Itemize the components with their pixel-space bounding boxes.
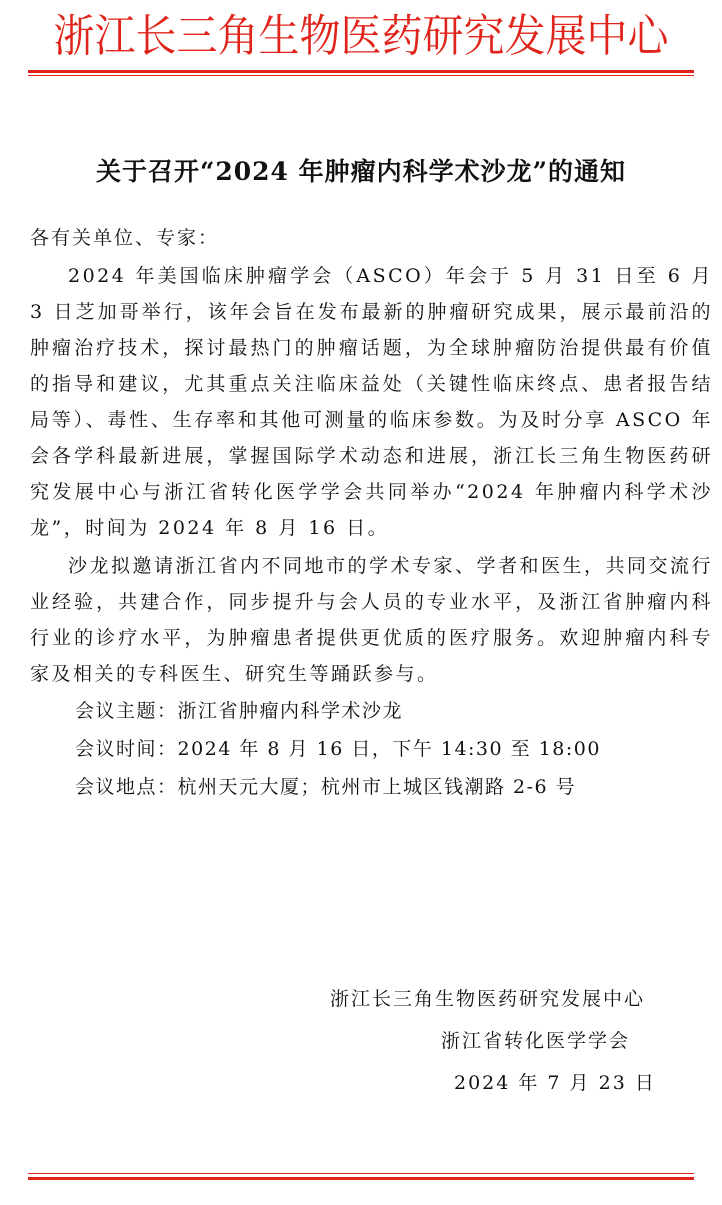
meeting-location: 会议地点：杭州天元大厦；杭州市上城区钱潮路 2-6 号 [75, 776, 577, 798]
signature-org-1: 浙江长三角生物医药研究发展中心 [330, 988, 646, 1010]
notice-body [30, 220, 713, 806]
signature-date: 2024 年 7 月 23 日 [454, 1072, 656, 1094]
footer-rule-thin [28, 1173, 694, 1174]
letterhead-org-name: 浙江长三角生物医药研究发展中心 [53, 10, 669, 62]
salutation: 各有关单位、专家： [30, 227, 220, 249]
paragraph-background: 2024 年美国临床肿瘤学会（ASCO）年会于 5 月 31 日至 6 月 3 日芝加哥举行，该年会旨在发布最新的肿瘤研究成果，展示最前沿的肿瘤治疗技术，探讨最热门的肿瘤话题，为全球肿瘤防治提供最有价值的指导和建议，尤其重点关注临床益处（关键性临床终点、患者报告结局等）、毒性、生存率和其他可测量的临床参数。为及时分享 ASCO 年会各学科最新进展，掌握国际学术动态和进展，浙江长三角生物医药研究发展中心与浙江省转化医学学会共同举办“2024 年肿瘤内科学术沙龙”，时间为 2024 年 8 月 16 日。 [30, 265, 713, 539]
footer-rule-thick [28, 1177, 694, 1180]
signature-org-2: 浙江省转化医学学会 [441, 1030, 631, 1052]
letterhead-rule-thick [28, 70, 694, 73]
notice-title: 关于召开“2024 年肿瘤内科学术沙龙”的通知 [95, 157, 627, 186]
letterhead-rule-thin [28, 75, 694, 76]
meeting-time: 会议时间：2024 年 8 月 16 日，下午 14:30 至 18:00 [75, 738, 601, 760]
meeting-theme: 会议主题：浙江省肿瘤内科学术沙龙 [75, 700, 404, 722]
paragraph-invitation: 沙龙拟邀请浙江省内不同地市的学术专家、学者和医生，共同交流行业经验，共建合作，同步提升与会人员的专业水平，及浙江省肿瘤内科行业的诊疗水平，为肿瘤患者提供更优质的医疗服务。欢迎肿瘤内科专家及相关的专科医生、研究生等踊跃参与。 [30, 555, 714, 685]
